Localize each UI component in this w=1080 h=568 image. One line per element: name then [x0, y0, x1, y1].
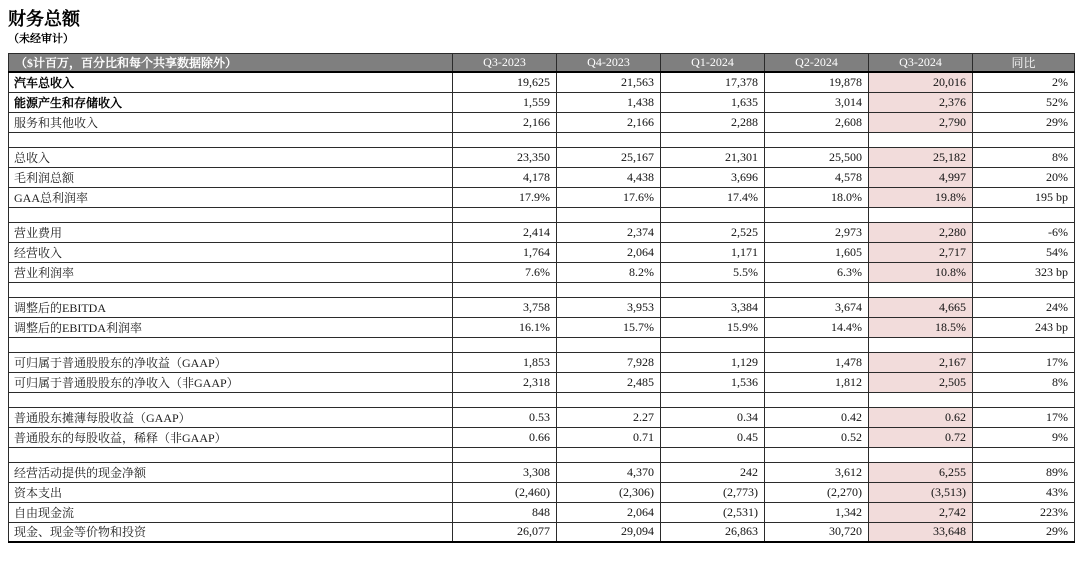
table-row: [9, 262, 1075, 282]
value-cell: (2,306): [557, 482, 661, 502]
header-row: [9, 54, 1075, 73]
value-cell: 16.1%: [453, 317, 557, 337]
value-cell: 0.53: [453, 407, 557, 427]
value-cell: 23,350: [453, 147, 557, 167]
value-cell: 2,717: [869, 242, 973, 262]
value-cell: 2,288: [661, 112, 765, 132]
spacer-cell: [661, 447, 765, 462]
value-cell: 29,094: [557, 522, 661, 542]
row-label: GAA总利润率: [9, 187, 453, 207]
value-cell: 1,635: [661, 92, 765, 112]
value-cell: 33,648: [869, 522, 973, 542]
row-label: 汽车总收入: [9, 72, 453, 92]
value-cell: 10.8%: [869, 262, 973, 282]
value-cell: 3,953: [557, 297, 661, 317]
spacer-row: [9, 132, 1075, 147]
spacer-cell: [453, 132, 557, 147]
spacer-cell: [557, 337, 661, 352]
yoy-value-cell: 17%: [973, 352, 1075, 372]
table-row: [9, 92, 1075, 112]
spacer-cell: [973, 207, 1075, 222]
column-header-q1-2024: Q1-2024: [661, 54, 765, 73]
table-header: [9, 54, 1075, 73]
value-cell: 1,171: [661, 242, 765, 262]
value-cell: 2,790: [869, 112, 973, 132]
table-row: [9, 147, 1075, 167]
value-cell: 18.0%: [765, 187, 869, 207]
yoy-value-cell: 89%: [973, 462, 1075, 482]
spacer-cell: [661, 392, 765, 407]
value-cell: 0.52: [765, 427, 869, 447]
yoy-value-cell: 243 bp: [973, 317, 1075, 337]
value-cell: 0.34: [661, 407, 765, 427]
value-cell: 4,438: [557, 167, 661, 187]
table-row: [9, 187, 1075, 207]
value-cell: 20,016: [869, 72, 973, 92]
column-header-q3-2024: Q3-2024: [869, 54, 973, 73]
spacer-cell: [9, 282, 453, 297]
value-cell: 1,764: [453, 242, 557, 262]
value-cell: 2,505: [869, 372, 973, 392]
value-cell: 14.4%: [765, 317, 869, 337]
spacer-row: [9, 447, 1075, 462]
table-row: [9, 222, 1075, 242]
spacer-cell: [765, 132, 869, 147]
value-cell: 2,376: [869, 92, 973, 112]
yoy-value-cell: 20%: [973, 167, 1075, 187]
table-row: [9, 167, 1075, 187]
value-cell: 17.4%: [661, 187, 765, 207]
row-label: 自由现金流: [9, 502, 453, 522]
value-cell: (2,270): [765, 482, 869, 502]
value-cell: 5.5%: [661, 262, 765, 282]
spacer-cell: [453, 392, 557, 407]
spacer-cell: [765, 392, 869, 407]
row-label: 可归属于普通股股东的净收入（非GAAP）: [9, 372, 453, 392]
yoy-value-cell: 9%: [973, 427, 1075, 447]
table-row: [9, 372, 1075, 392]
spacer-cell: [557, 207, 661, 222]
value-cell: (2,773): [661, 482, 765, 502]
value-cell: 2,742: [869, 502, 973, 522]
value-cell: 4,997: [869, 167, 973, 187]
table-row: [9, 352, 1075, 372]
column-header-q4-2023: Q4-2023: [557, 54, 661, 73]
table-row: [9, 72, 1075, 92]
row-label: 现金、现金等价物和投资: [9, 522, 453, 542]
yoy-value-cell: 2%: [973, 72, 1075, 92]
spacer-row: [9, 282, 1075, 297]
spacer-cell: [869, 207, 973, 222]
header-units-label: （$计百万，百分比和每个共享数据除外）: [9, 54, 453, 73]
spacer-cell: [9, 132, 453, 147]
value-cell: (3,513): [869, 482, 973, 502]
value-cell: 15.9%: [661, 317, 765, 337]
value-cell: 19,625: [453, 72, 557, 92]
spacer-cell: [973, 447, 1075, 462]
value-cell: 0.42: [765, 407, 869, 427]
value-cell: 2.27: [557, 407, 661, 427]
value-cell: 2,525: [661, 222, 765, 242]
spacer-cell: [765, 282, 869, 297]
table-row: [9, 112, 1075, 132]
row-label: 毛利润总额: [9, 167, 453, 187]
value-cell: 26,863: [661, 522, 765, 542]
value-cell: 2,374: [557, 222, 661, 242]
yoy-value-cell: 8%: [973, 147, 1075, 167]
yoy-value-cell: 29%: [973, 522, 1075, 542]
value-cell: 6.3%: [765, 262, 869, 282]
spacer-cell: [765, 447, 869, 462]
value-cell: 1,605: [765, 242, 869, 262]
table-body: [9, 72, 1075, 542]
yoy-value-cell: 8%: [973, 372, 1075, 392]
value-cell: 3,014: [765, 92, 869, 112]
row-label: 普通股东的每股收益，稀释（非GAAP）: [9, 427, 453, 447]
spacer-cell: [557, 392, 661, 407]
row-label: 总收入: [9, 147, 453, 167]
value-cell: 19.8%: [869, 187, 973, 207]
value-cell: 21,563: [557, 72, 661, 92]
value-cell: 17,378: [661, 72, 765, 92]
value-cell: 7,928: [557, 352, 661, 372]
spacer-cell: [453, 207, 557, 222]
spacer-cell: [661, 207, 765, 222]
table-row: [9, 482, 1075, 502]
row-label: 经营活动提供的现金净额: [9, 462, 453, 482]
value-cell: 25,182: [869, 147, 973, 167]
column-header-q2-2024: Q2-2024: [765, 54, 869, 73]
spacer-cell: [453, 282, 557, 297]
table-row: [9, 462, 1075, 482]
value-cell: 25,500: [765, 147, 869, 167]
value-cell: 1,478: [765, 352, 869, 372]
value-cell: 2,973: [765, 222, 869, 242]
row-label: 调整后的EBITDA: [9, 297, 453, 317]
value-cell: 0.72: [869, 427, 973, 447]
value-cell: 1,812: [765, 372, 869, 392]
table-row: [9, 317, 1075, 337]
value-cell: 17.9%: [453, 187, 557, 207]
value-cell: 2,166: [453, 112, 557, 132]
spacer-cell: [973, 132, 1075, 147]
spacer-cell: [557, 282, 661, 297]
spacer-cell: [973, 337, 1075, 352]
value-cell: 2,167: [869, 352, 973, 372]
row-label: 服务和其他收入: [9, 112, 453, 132]
row-label: 经营收入: [9, 242, 453, 262]
spacer-cell: [765, 337, 869, 352]
yoy-value-cell: 24%: [973, 297, 1075, 317]
row-label: 资本支出: [9, 482, 453, 502]
value-cell: 2,414: [453, 222, 557, 242]
spacer-cell: [661, 337, 765, 352]
value-cell: 7.6%: [453, 262, 557, 282]
value-cell: 0.71: [557, 427, 661, 447]
row-label: 调整后的EBITDA利润率: [9, 317, 453, 337]
value-cell: 1,438: [557, 92, 661, 112]
yoy-value-cell: -6%: [973, 222, 1075, 242]
value-cell: 2,318: [453, 372, 557, 392]
row-label: 营业利润率: [9, 262, 453, 282]
financial-summary-table: [8, 53, 1075, 543]
spacer-cell: [453, 337, 557, 352]
spacer-cell: [9, 207, 453, 222]
value-cell: 8.2%: [557, 262, 661, 282]
spacer-cell: [869, 392, 973, 407]
value-cell: 848: [453, 502, 557, 522]
value-cell: 242: [661, 462, 765, 482]
spacer-cell: [9, 337, 453, 352]
value-cell: 3,758: [453, 297, 557, 317]
value-cell: 2,064: [557, 502, 661, 522]
value-cell: 15.7%: [557, 317, 661, 337]
value-cell: 18.5%: [869, 317, 973, 337]
value-cell: 26,077: [453, 522, 557, 542]
row-label: 营业费用: [9, 222, 453, 242]
yoy-value-cell: 43%: [973, 482, 1075, 502]
value-cell: 1,342: [765, 502, 869, 522]
column-header-同比: 同比: [973, 54, 1075, 73]
value-cell: 30,720: [765, 522, 869, 542]
value-cell: 19,878: [765, 72, 869, 92]
spacer-cell: [869, 132, 973, 147]
spacer-cell: [557, 447, 661, 462]
spacer-cell: [869, 447, 973, 462]
page-title: 财务总额: [8, 9, 80, 29]
value-cell: 2,280: [869, 222, 973, 242]
value-cell: 0.62: [869, 407, 973, 427]
value-cell: 1,559: [453, 92, 557, 112]
value-cell: 6,255: [869, 462, 973, 482]
spacer-row: [9, 392, 1075, 407]
yoy-value-cell: 29%: [973, 112, 1075, 132]
yoy-value-cell: 195 bp: [973, 187, 1075, 207]
table-row: [9, 407, 1075, 427]
table-row: [9, 502, 1075, 522]
yoy-value-cell: 323 bp: [973, 262, 1075, 282]
column-header-q3-2023: Q3-2023: [453, 54, 557, 73]
spacer-cell: [661, 132, 765, 147]
yoy-value-cell: 17%: [973, 407, 1075, 427]
spacer-cell: [661, 282, 765, 297]
table-row: [9, 242, 1075, 262]
value-cell: 25,167: [557, 147, 661, 167]
value-cell: 0.66: [453, 427, 557, 447]
spacer-cell: [9, 392, 453, 407]
spacer-cell: [869, 282, 973, 297]
value-cell: 2,485: [557, 372, 661, 392]
table-row: [9, 522, 1075, 542]
spacer-cell: [453, 447, 557, 462]
yoy-value-cell: 223%: [973, 502, 1075, 522]
value-cell: 3,612: [765, 462, 869, 482]
page: [0, 8, 1080, 568]
value-cell: (2,531): [661, 502, 765, 522]
value-cell: 4,178: [453, 167, 557, 187]
spacer-row: [9, 207, 1075, 222]
value-cell: 3,696: [661, 167, 765, 187]
value-cell: 21,301: [661, 147, 765, 167]
row-label: 能源产生和存储收入: [9, 92, 453, 112]
value-cell: (2,460): [453, 482, 557, 502]
spacer-cell: [869, 337, 973, 352]
yoy-value-cell: 52%: [973, 92, 1075, 112]
value-cell: 4,370: [557, 462, 661, 482]
table-row: [9, 427, 1075, 447]
spacer-cell: [9, 447, 453, 462]
value-cell: 1,853: [453, 352, 557, 372]
value-cell: 2,064: [557, 242, 661, 262]
table-row: [9, 297, 1075, 317]
row-label: 普通股东摊薄每股收益（GAAP）: [9, 407, 453, 427]
value-cell: 2,608: [765, 112, 869, 132]
value-cell: 4,578: [765, 167, 869, 187]
spacer-row: [9, 337, 1075, 352]
spacer-cell: [765, 207, 869, 222]
row-label: 可归属于普通股股东的净收益（GAAP）: [9, 352, 453, 372]
yoy-value-cell: 54%: [973, 242, 1075, 262]
value-cell: 3,308: [453, 462, 557, 482]
value-cell: 0.45: [661, 427, 765, 447]
spacer-cell: [557, 132, 661, 147]
spacer-cell: [973, 282, 1075, 297]
value-cell: 2,166: [557, 112, 661, 132]
page-subtitle: （未经审计）: [8, 33, 74, 45]
value-cell: 4,665: [869, 297, 973, 317]
value-cell: 17.6%: [557, 187, 661, 207]
value-cell: 3,384: [661, 297, 765, 317]
value-cell: 1,536: [661, 372, 765, 392]
value-cell: 1,129: [661, 352, 765, 372]
spacer-cell: [973, 392, 1075, 407]
value-cell: 3,674: [765, 297, 869, 317]
